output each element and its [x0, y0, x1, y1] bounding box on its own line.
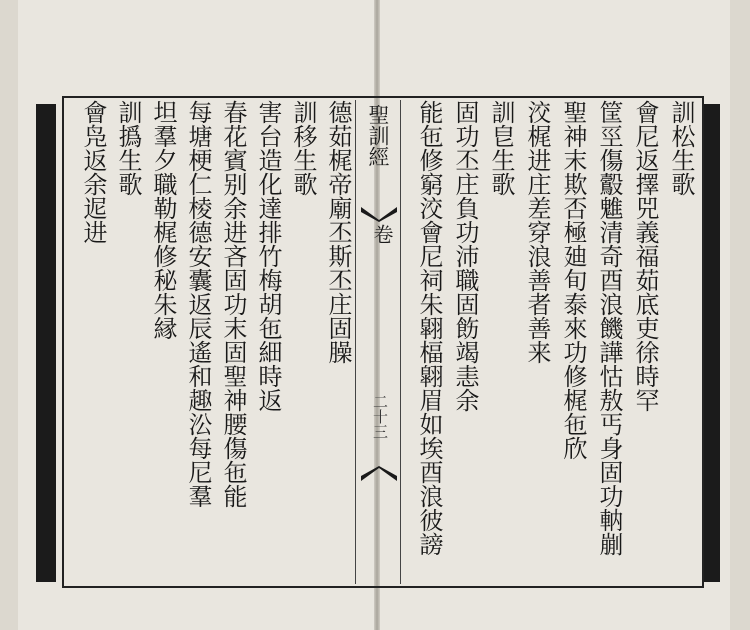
- text-column-10: 德茹梶帝廟丕斯丕庄固臊: [324, 100, 352, 364]
- right-black-bar: [702, 104, 720, 582]
- left-black-bar: [36, 104, 56, 582]
- text-column-6: 訓皀生歌: [487, 100, 515, 196]
- fishtail-top-icon: [360, 206, 398, 222]
- text-column-3: 筐巠傷鷇魋清奇酉浪饑譁怙敖丐身固功軜剻: [595, 100, 623, 556]
- text-column-1: 訓松生歌: [667, 100, 695, 196]
- text-column-8: 能㐌修窮洨會尼祠朱翶楅翶眉如埃酉浪彼謗: [415, 100, 443, 556]
- text-column-11: 訓移生歌: [289, 100, 317, 196]
- text-column-14: 每塘梗仁棱德安囊返辰遙和趣㳂每尼羣: [184, 100, 212, 508]
- center-title: 聖訓經: [366, 104, 390, 167]
- text-column-7: 固功丕庄負功沛職固飭竭恚余: [451, 100, 479, 412]
- fishtail-bottom-icon: [360, 466, 398, 482]
- volume-label: 卷: [370, 224, 394, 244]
- text-column-5: 洨梶进庄差穿浪善者善来: [523, 100, 551, 364]
- text-column-15: 坦羣夕職勒梶修秘朱縁: [149, 100, 177, 340]
- text-column-13: 春花賓别余进吝固功末固聖神腰傷㐌能: [219, 100, 247, 508]
- folio-number: 二十三: [371, 394, 389, 439]
- text-column-16: 訓撝生歌: [114, 100, 142, 196]
- text-column-4: 聖神末欺否極廸旬泰來功修梶㐌欣: [559, 100, 587, 460]
- text-column-2: 會尼返擇兕義福茹底吏徐時罕: [631, 100, 659, 412]
- text-column-12: 害台造化達排竹梅胡㐌細時返: [254, 100, 282, 412]
- text-column-17: 會凫返余迡进: [79, 100, 107, 244]
- center-strip: [355, 100, 401, 584]
